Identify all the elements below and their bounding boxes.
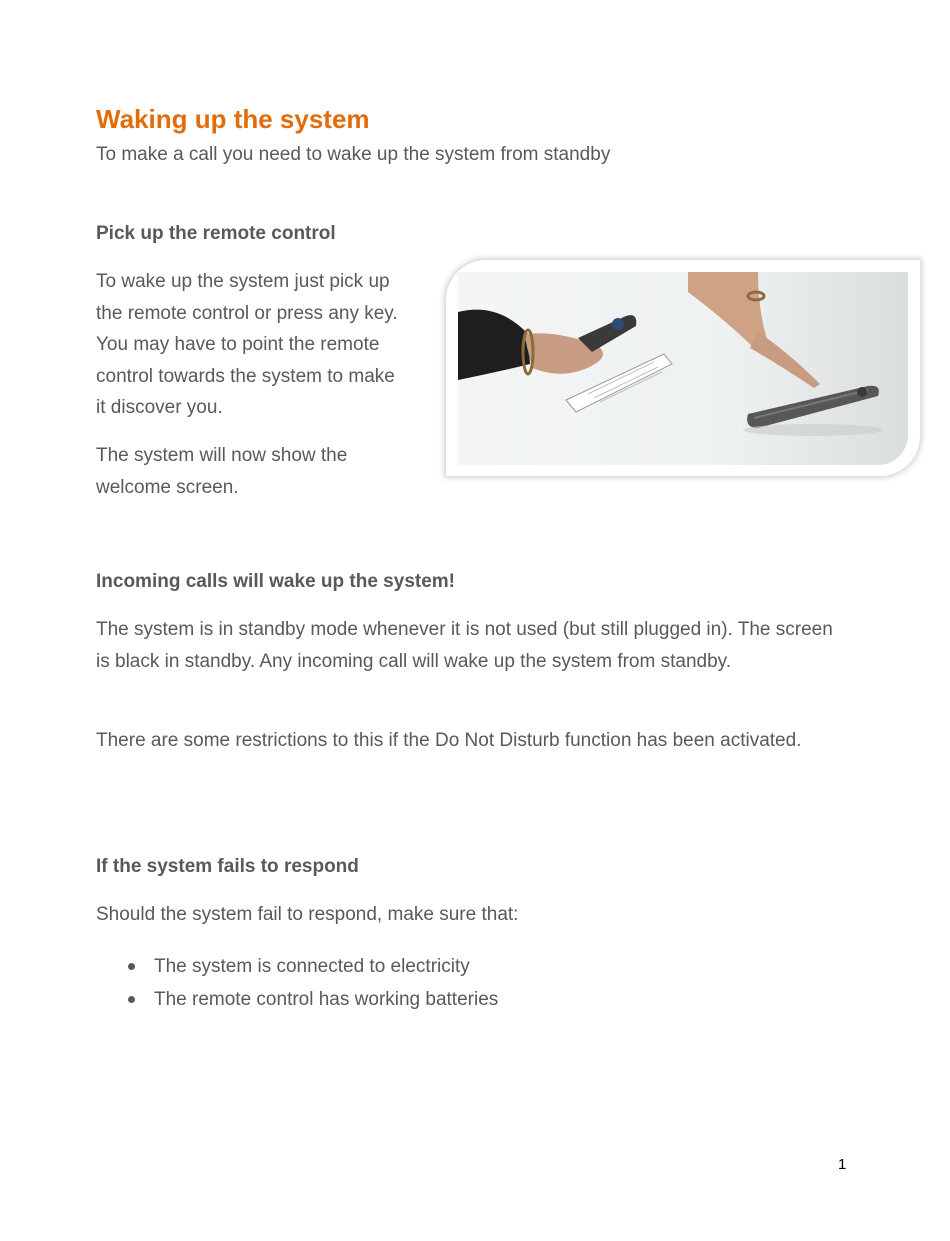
- pick-up-paragraph: To wake up the system just pick up the remote control or press any key. You may have to point the remote control towards the system to make it discover you.: [96, 271, 398, 419]
- section-heading-fails-to-respond: If the system fails to respond: [96, 856, 359, 877]
- bullet-icon: [128, 963, 135, 970]
- list-item-text: The system is connected to electricity: [154, 956, 470, 977]
- section-heading-pick-up: Pick up the remote control: [96, 223, 336, 244]
- do-not-disturb-paragraph: There are some restrictions to this if the Do Not Disturb function has been activated.: [96, 730, 802, 751]
- list-item: [124, 950, 498, 983]
- list-item-text: The remote control has working batteries: [154, 989, 499, 1010]
- fails-to-respond-paragraph: Should the system fail to respond, make sure that:: [96, 904, 519, 925]
- section-heading-incoming-calls: Incoming calls will wake up the system!: [96, 571, 455, 592]
- list-item: [124, 983, 498, 1016]
- bullet-icon: [128, 996, 135, 1003]
- page-number: 1: [838, 1156, 847, 1173]
- remote-control-photo-frame: [446, 260, 920, 476]
- checklist: [124, 950, 498, 1016]
- standby-paragraph: The system is in standby mode whenever it is not used (but still plugged in). The screen is black in standby. Any incoming call will wake up the system from standby.: [96, 619, 833, 672]
- remote-control-photo: [458, 272, 908, 465]
- page-title: Waking up the system: [96, 104, 370, 134]
- welcome-screen-paragraph: The system will now show the welcome screen.: [96, 445, 348, 498]
- page-subtitle: To make a call you need to wake up the system from standby: [96, 144, 611, 165]
